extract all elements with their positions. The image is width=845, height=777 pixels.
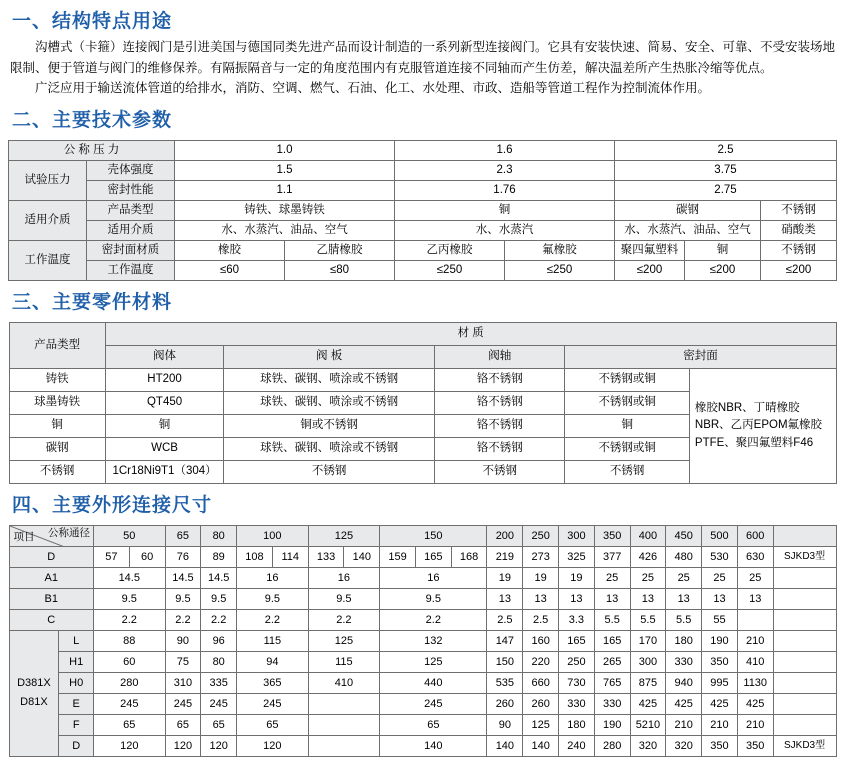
cell-plate-3: 铜或不锈钢	[224, 414, 435, 437]
cell-shell-label: 壳体强度	[87, 160, 175, 180]
B1-note	[773, 588, 836, 609]
D2-65: 120	[165, 735, 201, 756]
cell-body-2: QT450	[105, 391, 223, 414]
H0-450: 940	[666, 672, 702, 693]
cell-seal-4: 不锈钢或铜	[565, 437, 689, 460]
H1-80: 80	[201, 651, 237, 672]
cell-medium-2: 水、水蒸汽	[395, 220, 615, 240]
C-250: 2.5	[523, 609, 559, 630]
B1-400: 13	[630, 588, 666, 609]
D-108: 108	[237, 546, 273, 567]
row-label-H0: H0	[59, 672, 94, 693]
F-600: 210	[737, 714, 773, 735]
A1-100: 16	[237, 567, 309, 588]
D2-500: 350	[702, 735, 738, 756]
B1-100: 9.5	[237, 588, 309, 609]
cell-seal-material-7: 不锈钢	[761, 240, 837, 260]
cell-product-type-2: 铜	[395, 200, 615, 220]
header-plate: 阀 板	[224, 345, 435, 368]
cell-medium-1: 水、水蒸汽、油品、空气	[175, 220, 395, 240]
row-label-A1: A1	[9, 567, 94, 588]
cell-work-temp-label: 工作温度	[87, 260, 175, 280]
size-65: 65	[165, 525, 201, 546]
B1-50: 9.5	[94, 588, 166, 609]
A1-note	[773, 567, 836, 588]
table-row	[9, 160, 837, 180]
corner-label-top: 公称通径	[48, 526, 91, 539]
D-note: SJKD3型	[773, 546, 836, 567]
cell-plate-4: 球铁、碳钢、喷涂或不锈钢	[224, 437, 435, 460]
B1-500: 13	[702, 588, 738, 609]
parameters-table	[8, 140, 837, 281]
model-label-cell	[9, 630, 59, 756]
H0-200: 535	[487, 672, 523, 693]
size-80: 80	[201, 525, 237, 546]
size-400: 400	[630, 525, 666, 546]
cell-pressure-3: 2.5	[615, 140, 837, 160]
cell-medium-4: 硝酸类	[761, 220, 837, 240]
H0-65: 310	[165, 672, 201, 693]
cell-seal-1: 不锈钢或铜	[565, 368, 689, 391]
cell-seal-2: 1.76	[395, 180, 615, 200]
size-500: 500	[702, 525, 738, 546]
cell-seal-note: 橡胶NBR、丁晴橡胶NBR、乙丙EPOM氟橡胶PTFE、聚四氟塑料F46	[689, 368, 836, 483]
C-400: 5.5	[630, 609, 666, 630]
header-product-type: 产品类型	[9, 322, 105, 368]
H1-300: 250	[559, 651, 595, 672]
C-50: 2.2	[94, 609, 166, 630]
A1-450: 25	[666, 567, 702, 588]
C-80: 2.2	[201, 609, 237, 630]
table-row	[9, 345, 836, 368]
F-80: 65	[201, 714, 237, 735]
E-50: 245	[94, 693, 166, 714]
table-row	[9, 322, 836, 345]
cell-plate-1: 球铁、碳钢、喷涂或不锈钢	[224, 368, 435, 391]
cell-seal-material-3: 乙丙橡胶	[395, 240, 505, 260]
D-76: 76	[165, 546, 201, 567]
row-label-H1: H1	[59, 651, 94, 672]
cell-seal-material-1: 橡胶	[175, 240, 285, 260]
H1-50: 60	[94, 651, 166, 672]
diagonal-header-cell	[9, 525, 94, 546]
A1-300: 19	[559, 567, 595, 588]
E-350: 330	[594, 693, 630, 714]
D-377: 377	[594, 546, 630, 567]
F-125	[308, 714, 380, 735]
note-header-cell	[773, 525, 836, 546]
D-273: 273	[523, 546, 559, 567]
cell-type-5: 不锈钢	[9, 460, 105, 483]
cell-pressure-label: 公 称 压 力	[9, 140, 175, 160]
H0-300: 730	[559, 672, 595, 693]
E-65: 245	[165, 693, 201, 714]
H0-400: 875	[630, 672, 666, 693]
L-400: 170	[630, 630, 666, 651]
cell-shaft-5: 不锈钢	[435, 460, 565, 483]
D-426: 426	[630, 546, 666, 567]
F-450: 210	[666, 714, 702, 735]
row-label-D2: D	[59, 735, 94, 756]
A1-200: 19	[487, 567, 523, 588]
size-150: 150	[380, 525, 487, 546]
cell-work-temp-5: ≤200	[615, 260, 685, 280]
table-row	[9, 200, 837, 220]
cell-work-temp-2: ≤80	[285, 260, 395, 280]
size-250: 250	[523, 525, 559, 546]
table-row	[9, 546, 836, 567]
model-label-1: D381X	[17, 676, 51, 689]
material-table	[9, 322, 837, 484]
cell-seal-3: 铜	[565, 414, 689, 437]
cell-plate-2: 球铁、碳钢、喷涂或不锈钢	[224, 391, 435, 414]
D2-150: 140	[380, 735, 487, 756]
H1-150: 125	[380, 651, 487, 672]
B1-200: 13	[487, 588, 523, 609]
row-label-C: C	[9, 609, 94, 630]
F-150: 65	[380, 714, 487, 735]
D2-50: 120	[94, 735, 166, 756]
D-530: 530	[702, 546, 738, 567]
E-300: 330	[559, 693, 595, 714]
H1-note	[773, 651, 836, 672]
H0-100: 365	[237, 672, 309, 693]
H1-600: 410	[737, 651, 773, 672]
D-325: 325	[559, 546, 595, 567]
C-350: 5.5	[594, 609, 630, 630]
H0-80: 335	[201, 672, 237, 693]
cell-shaft-3: 铬不锈钢	[435, 414, 565, 437]
cell-product-type-3: 碳钢	[615, 200, 761, 220]
model-label-2: D81X	[20, 696, 48, 709]
parameters-table-wrap	[0, 140, 845, 281]
H0-600: 1130	[737, 672, 773, 693]
E-100: 245	[237, 693, 309, 714]
table-row-header	[9, 525, 836, 546]
size-125: 125	[308, 525, 380, 546]
L-500: 190	[702, 630, 738, 651]
C-450: 5.5	[666, 609, 702, 630]
D2-80: 120	[201, 735, 237, 756]
F-300: 180	[559, 714, 595, 735]
H0-50: 280	[94, 672, 166, 693]
D2-400: 320	[630, 735, 666, 756]
table-row	[9, 220, 837, 240]
D-140: 140	[344, 546, 380, 567]
F-250: 125	[523, 714, 559, 735]
D2-300: 240	[559, 735, 595, 756]
cell-medium-3: 水、水蒸汽、油品、空气	[615, 220, 761, 240]
table-row	[9, 588, 836, 609]
table-row	[9, 368, 836, 391]
F-65: 65	[165, 714, 201, 735]
size-450: 450	[666, 525, 702, 546]
L-200: 147	[487, 630, 523, 651]
cell-seal-material-5: 聚四氟塑料	[615, 240, 685, 260]
B1-600: 13	[737, 588, 773, 609]
table-row	[9, 651, 836, 672]
D2-350: 280	[594, 735, 630, 756]
B1-300: 13	[559, 588, 595, 609]
L-65: 90	[165, 630, 201, 651]
C-200: 2.5	[487, 609, 523, 630]
cell-work-temp-4: ≤250	[505, 260, 615, 280]
B1-250: 13	[523, 588, 559, 609]
cell-work-temp-6: ≤200	[685, 260, 761, 280]
cell-pressure-1: 1.0	[175, 140, 395, 160]
cell-plate-5: 不锈钢	[224, 460, 435, 483]
D-159: 159	[380, 546, 416, 567]
L-450: 180	[666, 630, 702, 651]
L-note	[773, 630, 836, 651]
cell-seal-material-2: 乙腈橡胶	[285, 240, 395, 260]
D2-200: 140	[487, 735, 523, 756]
B1-350: 13	[594, 588, 630, 609]
cell-seal-1: 1.1	[175, 180, 395, 200]
dimensions-table-wrap	[0, 525, 845, 757]
E-450: 425	[666, 693, 702, 714]
cell-work-temp-7: ≤200	[761, 260, 837, 280]
table-row	[9, 693, 836, 714]
table-row	[9, 609, 836, 630]
L-80: 96	[201, 630, 237, 651]
cell-shell-3: 3.75	[615, 160, 837, 180]
F-200: 90	[487, 714, 523, 735]
structure-paragraph-1: 沟槽式（卡箍）连接阀门是引进美国与德国同类先进产品而设计制造的一系列新型连接阀门。它具有安装快速、简易、安全、可靠、不受安装场地限制、便于管道与阀门的维修保养。有隔振隔音与一定的角度范围内有克服管道连接不同轴而产生仿差，解决温差所产生热胀冷缩等优点。	[10, 40, 836, 75]
D-114: 114	[272, 546, 308, 567]
E-150: 245	[380, 693, 487, 714]
L-50: 88	[94, 630, 166, 651]
F-500: 210	[702, 714, 738, 735]
dimensions-table	[9, 525, 837, 757]
cell-pressure-2: 1.6	[395, 140, 615, 160]
structure-paragraph-2: 广泛应用于输送流体管道的给排水，消防、空调、燃气、石油、化工、水处理、市政、造船等管道工程作为控制流体作用。	[35, 81, 711, 96]
A1-50: 14.5	[94, 567, 166, 588]
size-600: 600	[737, 525, 773, 546]
A1-65: 14.5	[165, 567, 201, 588]
cell-medium-label: 适用介质	[9, 200, 87, 240]
cell-temp-label: 工作温度	[9, 240, 87, 280]
size-350: 350	[594, 525, 630, 546]
cell-product-type-4: 不锈钢	[761, 200, 837, 220]
cell-body-3: 铜	[105, 414, 223, 437]
C-600	[737, 609, 773, 630]
row-label-D: D	[9, 546, 94, 567]
E-80: 245	[201, 693, 237, 714]
table-row	[9, 240, 837, 260]
cell-type-2: 球墨铸铁	[9, 391, 105, 414]
cell-seal-material-4: 氟橡胶	[505, 240, 615, 260]
table-row	[9, 180, 837, 200]
C-100: 2.2	[237, 609, 309, 630]
cell-seal-material-label: 密封面材质	[87, 240, 175, 260]
H1-125: 115	[308, 651, 380, 672]
H0-note	[773, 672, 836, 693]
H1-200: 150	[487, 651, 523, 672]
F-350: 190	[594, 714, 630, 735]
E-250: 260	[523, 693, 559, 714]
L-150: 132	[380, 630, 487, 651]
cell-type-4: 碳钢	[9, 437, 105, 460]
H1-400: 300	[630, 651, 666, 672]
A1-500: 25	[702, 567, 738, 588]
D-168: 168	[451, 546, 487, 567]
H1-100: 94	[237, 651, 309, 672]
A1-400: 25	[630, 567, 666, 588]
cell-body-5: 1Cr18Ni9T1（304）	[105, 460, 223, 483]
row-label-B1: B1	[9, 588, 94, 609]
cell-type-3: 铜	[9, 414, 105, 437]
D-57: 57	[94, 546, 130, 567]
A1-350: 25	[594, 567, 630, 588]
table-row	[9, 260, 837, 280]
L-350: 165	[594, 630, 630, 651]
size-50: 50	[94, 525, 166, 546]
table-row	[9, 672, 836, 693]
B1-80: 9.5	[201, 588, 237, 609]
cell-shaft-1: 铬不锈钢	[435, 368, 565, 391]
F-note	[773, 714, 836, 735]
A1-250: 19	[523, 567, 559, 588]
D2-note: SJKD3型	[773, 735, 836, 756]
H0-150: 440	[380, 672, 487, 693]
H0-350: 765	[594, 672, 630, 693]
section-title-dimensions: 四、主要外形连接尺寸	[12, 494, 213, 516]
row-label-F: F	[59, 714, 94, 735]
L-125: 125	[308, 630, 380, 651]
D2-100: 120	[237, 735, 309, 756]
D-630: 630	[737, 546, 773, 567]
cell-shell-2: 2.3	[395, 160, 615, 180]
material-table-wrap	[0, 322, 845, 484]
A1-600: 25	[737, 567, 773, 588]
A1-125: 16	[308, 567, 380, 588]
B1-450: 13	[666, 588, 702, 609]
cell-work-temp-1: ≤60	[175, 260, 285, 280]
D-219: 219	[487, 546, 523, 567]
H1-350: 265	[594, 651, 630, 672]
H0-125: 410	[308, 672, 380, 693]
E-125	[308, 693, 380, 714]
L-100: 115	[237, 630, 309, 651]
table-row	[9, 735, 836, 756]
cell-type-1: 铸铁	[9, 368, 105, 391]
header-material: 材 质	[105, 322, 836, 345]
cell-seal-5: 不锈钢	[565, 460, 689, 483]
cell-seal-3: 2.75	[615, 180, 837, 200]
D-165: 165	[415, 546, 451, 567]
L-250: 160	[523, 630, 559, 651]
cell-shell-1: 1.5	[175, 160, 395, 180]
size-300: 300	[559, 525, 595, 546]
section-title-parameters: 二、主要技术参数	[12, 109, 173, 131]
D-480: 480	[666, 546, 702, 567]
C-300: 3.3	[559, 609, 595, 630]
cell-seal-material-6: 铜	[685, 240, 761, 260]
cell-seal-2: 不锈钢或铜	[565, 391, 689, 414]
size-200: 200	[487, 525, 523, 546]
B1-125: 9.5	[308, 588, 380, 609]
cell-shaft-2: 铬不锈钢	[435, 391, 565, 414]
D2-450: 320	[666, 735, 702, 756]
L-600: 210	[737, 630, 773, 651]
F-400: 5210	[630, 714, 666, 735]
row-label-E: E	[59, 693, 94, 714]
H1-450: 330	[666, 651, 702, 672]
H1-65: 75	[165, 651, 201, 672]
size-100: 100	[237, 525, 309, 546]
H1-250: 220	[523, 651, 559, 672]
cell-seal-label: 密封性能	[87, 180, 175, 200]
cell-medium-row-label: 适用介质	[87, 220, 175, 240]
C-150: 2.2	[380, 609, 487, 630]
cell-product-type-1: 铸铁、球墨铸铁	[175, 200, 395, 220]
row-label-L: L	[59, 630, 94, 651]
E-500: 425	[702, 693, 738, 714]
F-100: 65	[237, 714, 309, 735]
H0-500: 995	[702, 672, 738, 693]
header-shaft: 阀轴	[435, 345, 565, 368]
header-body: 阀体	[105, 345, 223, 368]
L-300: 165	[559, 630, 595, 651]
C-65: 2.2	[165, 609, 201, 630]
header-seal: 密封面	[565, 345, 836, 368]
table-row	[9, 714, 836, 735]
cell-body-1: HT200	[105, 368, 223, 391]
A1-150: 16	[380, 567, 487, 588]
D-133: 133	[308, 546, 344, 567]
E-200: 260	[487, 693, 523, 714]
F-50: 65	[94, 714, 166, 735]
cell-shaft-4: 铬不锈钢	[435, 437, 565, 460]
cell-work-temp-3: ≤250	[395, 260, 505, 280]
D2-600: 350	[737, 735, 773, 756]
C-note	[773, 609, 836, 630]
D2-125	[308, 735, 380, 756]
H1-500: 350	[702, 651, 738, 672]
D2-250: 140	[523, 735, 559, 756]
cell-test-label: 试验压力	[9, 160, 87, 200]
D-60: 60	[129, 546, 165, 567]
H0-250: 660	[523, 672, 559, 693]
D-89: 89	[201, 546, 237, 567]
E-note	[773, 693, 836, 714]
table-row	[9, 140, 837, 160]
section-title-structure: 一、结构特点用途	[12, 11, 173, 32]
cell-body-4: WCB	[105, 437, 223, 460]
C-500: 55	[702, 609, 738, 630]
corner-label-bottom: 项目	[13, 531, 35, 544]
table-row	[9, 630, 836, 651]
section-title-materials: 三、主要零件材料	[12, 291, 173, 313]
C-125: 2.2	[308, 609, 380, 630]
E-400: 425	[630, 693, 666, 714]
A1-80: 14.5	[201, 567, 237, 588]
B1-65: 9.5	[165, 588, 201, 609]
cell-product-type-label: 产品类型	[87, 200, 175, 220]
E-600: 425	[737, 693, 773, 714]
table-row	[9, 567, 836, 588]
B1-150: 9.5	[380, 588, 487, 609]
